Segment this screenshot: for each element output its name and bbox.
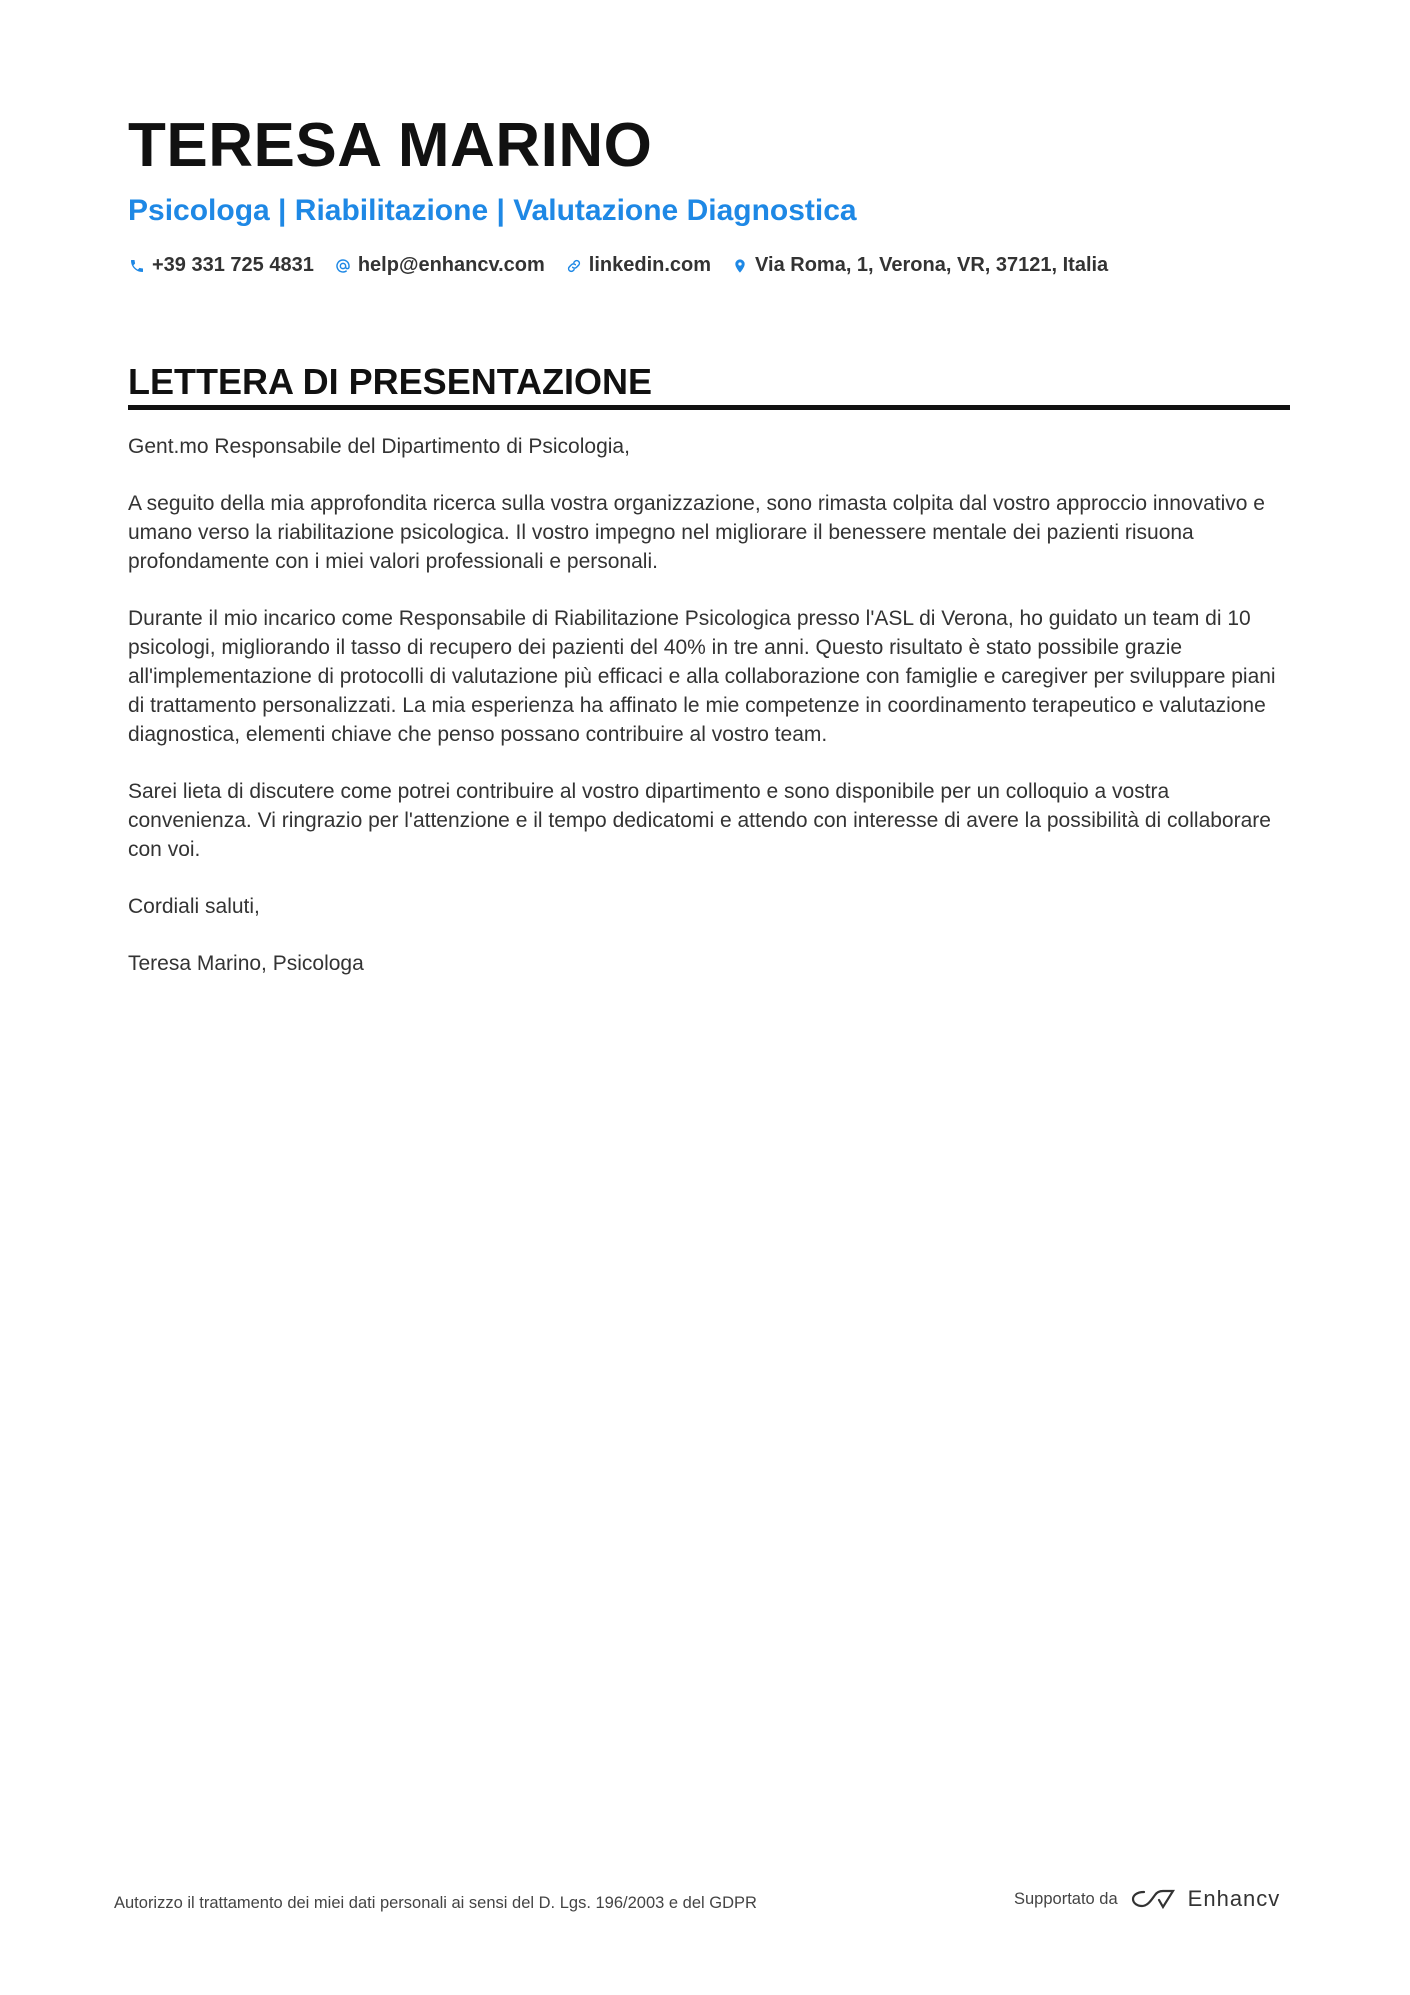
contact-bar	[128, 254, 1290, 277]
powered-by[interactable]	[1014, 1886, 1280, 1912]
cover-letter-page	[128, 110, 1290, 1006]
letter-paragraph: A seguito della mia approfondita ricerca sulla vostra organizzazione, sono rimasta colpita dal vostro approccio innovativo e umano verso la riabilitazione psicologica. Il vostro impegno nel migliorare il benessere mentale dei pazienti risuona profondamente con i miei valori professionali e personali.	[128, 492, 1265, 573]
candidate-title: Psicologa | Riabilitazione | Valutazione Diagnostica	[128, 194, 857, 227]
linkedin-text: linkedin.com	[588, 254, 712, 276]
contact-linkedin[interactable]	[565, 254, 711, 277]
letter-signature: Teresa Marino, Psicologa	[128, 952, 364, 975]
candidate-name: TERESA MARINO	[128, 111, 653, 180]
contact-phone[interactable]	[128, 254, 314, 277]
phone-text: +39 331 725 4831	[152, 254, 314, 276]
section-title: LETTERA DI PRESENTAZIONE	[128, 361, 1290, 410]
link-icon	[565, 257, 583, 275]
letter-closing: Cordiali saluti,	[128, 895, 260, 918]
privacy-consent: Autorizzo il trattamento dei miei dati personali ai sensi del D. Lgs. 196/2003 e del GDPR	[114, 1894, 757, 1912]
contact-email[interactable]	[334, 254, 545, 277]
address-text: Via Roma, 1, Verona, VR, 37121, Italia	[755, 254, 1109, 276]
enhancv-logo-icon	[1130, 1886, 1176, 1912]
contact-address	[731, 254, 1108, 277]
letter-paragraph: Sarei lieta di discutere come potrei contribuire al vostro dipartimento e sono disponibile per un colloquio a vostra convenienza. Vi ringrazio per l'attenzione e il tempo dedicatomi e attendo con interesse di avere la possibilità di collaborare con voi.	[128, 780, 1271, 861]
powered-by-label: Supportato da	[1014, 1889, 1118, 1908]
phone-icon	[128, 257, 146, 275]
letter-body	[128, 432, 1290, 978]
enhancv-brand: Enhancv	[1187, 1886, 1281, 1911]
letter-paragraph: Durante il mio incarico come Responsabile di Riabilitazione Psicologica presso l'ASL di Verona, ho guidato un team di 10 psicologi, migliorando il tasso di recupero dei pazienti del 40% in tre anni. Questo risultato è stato possibile grazie all'implementazione di protocolli di valutazione più efficaci e alla collaborazione con famiglie e caregiver per sviluppare piani di trattamento personalizzati. La mia esperienza ha affinato le mie competenze in coordinamento terapeutico e valutazione diagnostica, elementi chiave che penso possano contribuire al vostro team.	[128, 607, 1276, 746]
location-pin-icon	[731, 257, 749, 275]
email-text: help@enhancv.com	[357, 254, 545, 276]
letter-greeting: Gent.mo Responsabile del Dipartimento di Psicologia,	[128, 435, 630, 458]
at-icon	[334, 257, 352, 275]
